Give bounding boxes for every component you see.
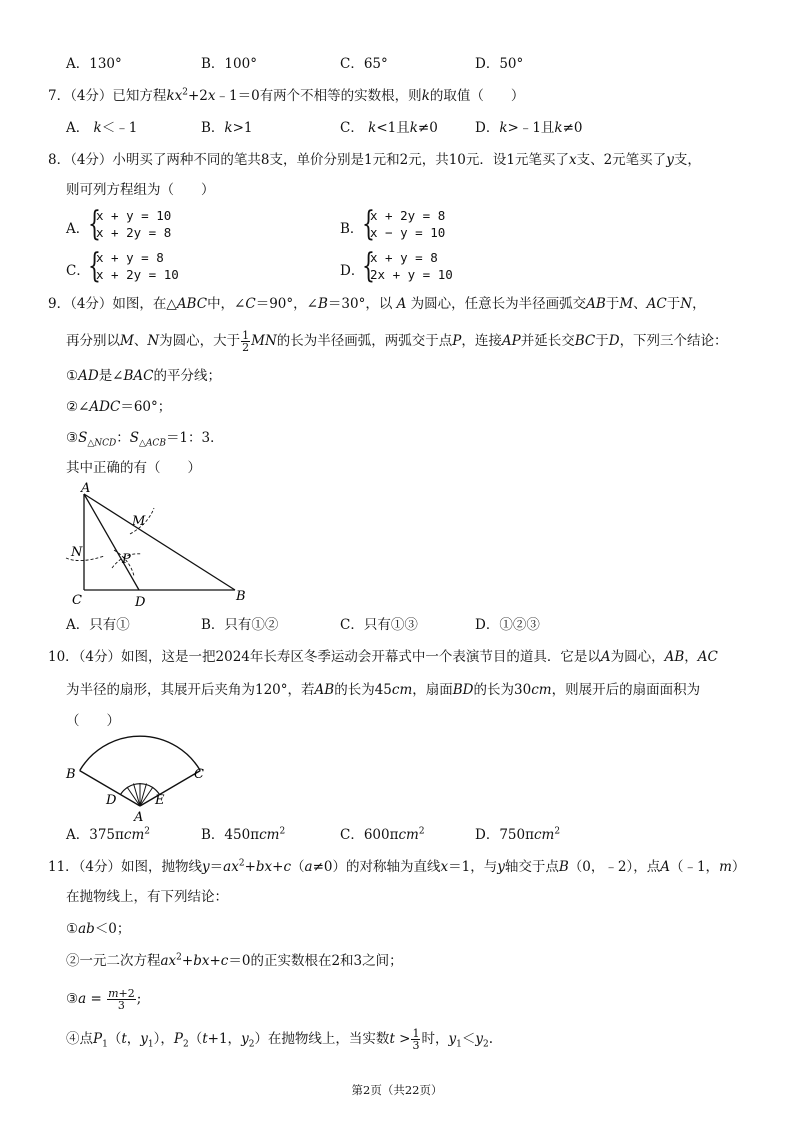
q9-label-c: C [72, 593, 82, 608]
q11-stem-line2: 在抛物线上，有下列结论： [66, 889, 228, 905]
q7-option-a: A． k＜﹣1 [66, 120, 138, 136]
q10-label-c: C [194, 767, 204, 782]
q9-label-p: P [122, 552, 131, 567]
q10-stem-line2: 为半径的扇形，其展开后夹角为120°，若AB的长为45cm，扇面BD的长为30cm，则展开后的扇面面积为 [66, 682, 701, 698]
q9-label-m: M [132, 514, 146, 529]
q11-stem-line1: 11．（4分）如图，抛物线$y=ax^2+bx+c(a\ne 0)$的对称轴为直线x＝1，与y轴交于点B（0，﹣2），点A（﹣1，m） [48, 858, 746, 875]
q9-label-a: A [81, 481, 91, 496]
q9-conclusion-2: ②∠ADC＝60°； [66, 399, 172, 415]
q11-conclusion-4: ④点$P_1(t$，$y_1$），$P_2(t+1$，$y_2$）在抛物线上，当实数t > $\frac{1}{3}$ 时，$y_1<y_2$. [66, 1027, 494, 1052]
q8-stem-line2: 则可列方程组为（ ） [66, 182, 215, 198]
q10-stem-line3: （ ） [66, 713, 120, 729]
q9-conclusion-3: $③S_{\triangle NCD}$：$S_{\triangle ACB}=1$：3． [66, 430, 224, 449]
q7-option-d: D．k>﹣1且k≠0 [475, 120, 583, 136]
q11-conclusion-1: ①ab＜0； [66, 921, 131, 937]
q7-option-c: C． k<1且k≠0 [340, 120, 438, 136]
q11-conclusion-3: ③a = $\frac{m+2}{3}$ ; [66, 987, 142, 1012]
q10-option-d: D．750πcm$^2$ [475, 826, 561, 843]
q9-triangle-figure [60, 480, 260, 610]
q10-label-d: D [106, 793, 117, 808]
q10-label-a: A [134, 810, 144, 824]
q9-question: 其中正确的有（ ） [66, 460, 201, 476]
q9-option-a: A．只有① [66, 617, 130, 633]
q9-label-n: N [71, 545, 83, 560]
q6-option-c: C．65° [340, 56, 388, 72]
q7-stem: 7．（4分）已知方程$kx^2+2x﹣1=0$有两个不相等的实数根，则k的取值（ ） [48, 87, 525, 104]
q10-label-b: B [66, 767, 76, 782]
q10-option-b: B．450πcm$^2$ [201, 826, 286, 843]
q9-stem-line1: 9．（4分）如图，在△ABC中，∠C＝90°，∠B＝30°，以 A 为圆心，任意长为半径画弧交AB于M、AC于N， [48, 296, 706, 312]
q9-option-d: D．①②③ [475, 617, 540, 633]
q8-stem-line1: 8．（4分）小明买了两种不同的笔共8支，单价分别是1元和2元，共10元．设1元笔买了x支、2元笔买了y支， [48, 152, 701, 168]
q6-option-a: A．130° [66, 56, 122, 72]
q9-conclusion-1: ①AD是∠BAC的平分线； [66, 368, 221, 384]
q10-option-c: C．600πcm$^2$ [340, 826, 425, 843]
q6-option-d: D．50° [475, 56, 524, 72]
q9-option-b: B．只有①② [201, 617, 279, 633]
q10-stem-line1: 10．（4分）如图，这是一把2024年长寿区冬季运动会开幕式中一个表演节目的道具．它是以A为圆心，AB，AC [48, 649, 718, 665]
q10-option-a: A．375πcm$^2$ [66, 826, 150, 843]
q10-fan-figure [60, 732, 220, 824]
page-footer: 第2页（共22页） [351, 1083, 443, 1097]
q7-option-b: B．k>1 [201, 120, 253, 136]
q11-conclusion-2: ②一元二次方程$ax^2+bx+c=0$的正实数根在2和3之间； [66, 952, 403, 969]
q9-option-c: C．只有①③ [340, 617, 418, 633]
q9-label-d: D [135, 595, 146, 610]
q6-option-b: B．100° [201, 56, 257, 72]
q9-label-b: B [236, 589, 246, 604]
q9-stem-line2: 再分别以M、N为圆心，大于 $\frac{1}{2}$ MN的长为半径画弧，两弧交于点P，连接AP并延长交BC于D，下列三个结论： [66, 329, 728, 354]
q10-label-e: E [155, 793, 165, 808]
